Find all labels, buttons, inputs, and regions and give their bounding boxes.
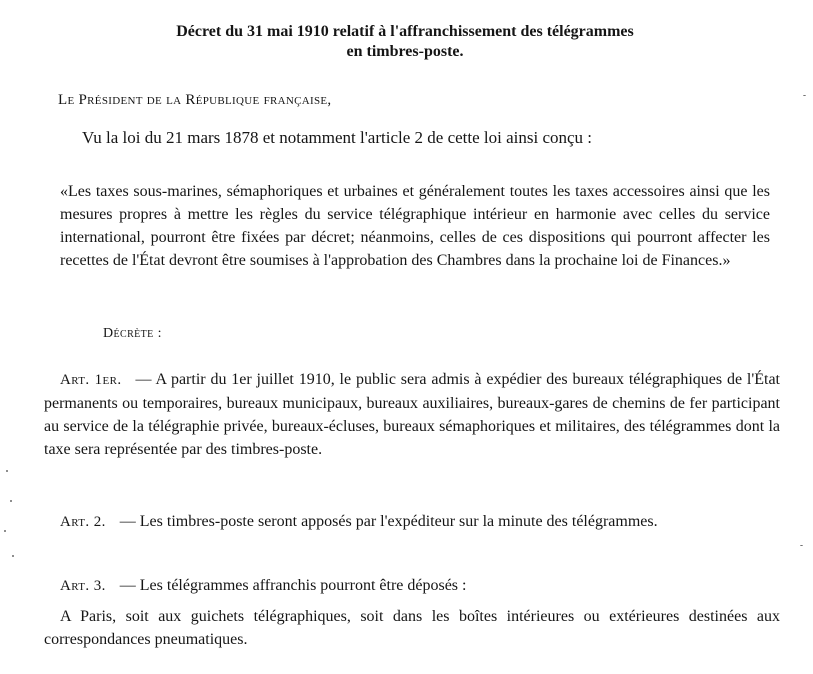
article-3-text: — Les télégrammes affranchis pourront être déposés : [119,577,467,594]
scan-speck [10,500,12,502]
scan-speck [6,470,8,472]
quoted-law-paragraph: «Les taxes sous-marines, sémaphoriques et urbaines et généralement toutes les taxes accessoires ainsi que les mesures propres à mettre les règles du service télégraphique intérieur en harmonie avec celles du service international, pourront être fixées par décret; néanmoins, celles de ces dispositions qui pourront affecter les recettes de l'État devront être soumises à l'approbation des Chambres dans la prochaine loi de Finances.» [60,183,770,269]
president-heading: Le Président de la République française, [58,92,332,108]
article-1 [44,368,780,461]
article-2-text: — Les timbres-poste seront apposés par l'expéditeur sur la minute des télégrammes. [119,513,658,530]
scan-speck [4,530,6,532]
preamble-paragraph: Vu la loi du 21 mars 1878 et notamment l'article 2 de cette loi ainsi conçu : [82,128,593,147]
decree-title-line-2: en timbres-poste. [346,43,464,60]
article-3 [44,574,780,598]
decree-title [40,22,770,62]
scan-speck [800,545,803,546]
article-2-label: Art. 2. [60,514,106,530]
article-1-label: Art. 1er. [60,372,122,388]
article-1-text: — A partir du 1er juillet 1910, le public sera admis à expédier des bureaux télégraphiques de l'État permanents ou temporaires, bureaux municipaux, bureaux auxiliaires, bureaux-gares de chemins de fer participant au service de la télégraphie privée, bureaux-écluses, bureaux sémaphoriques et militaires, des télégrammes dont la taxe sera représentée par des timbres-poste. [44,371,780,458]
scan-speck [12,555,14,557]
decree-title-line-1: Décret du 31 mai 1910 relatif à l'affranchissement des télégrammes [176,23,634,40]
decrete-heading: Décrète : [103,326,162,341]
article-3-label: Art. 3. [60,578,106,594]
article-2 [44,510,780,534]
scan-speck [803,95,806,96]
paris-paragraph: A Paris, soit aux guichets télégraphiques, soit dans les boîtes intérieures ou extérieures destinées aux correspondances pneumatiques. [44,608,780,648]
